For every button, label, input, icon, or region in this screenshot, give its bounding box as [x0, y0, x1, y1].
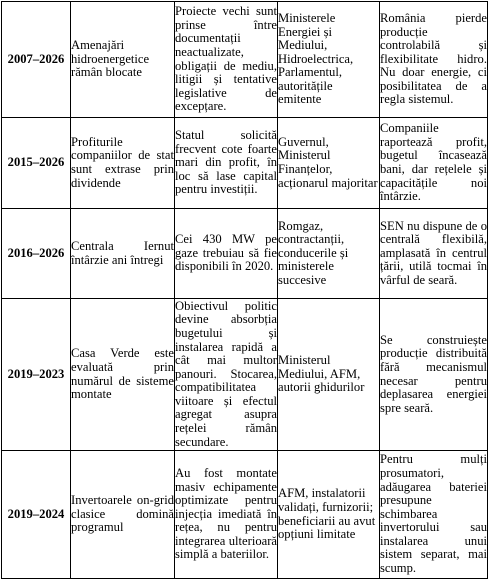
cause-cell	[175, 209, 278, 299]
issue-text: Centrala Iernut întârzie ani întregi	[71, 238, 174, 267]
issue-cell	[71, 209, 175, 299]
issue-text: Profiturile companiilor de stat sunt extrase prin dividende	[71, 134, 174, 190]
effect-cell	[380, 2, 488, 118]
issue-text: Invertoarele on-grid clasice domină programul	[71, 493, 174, 535]
effect-text: România pierde producție controlabilă și flexibilitate hidro. Nu doar energie, ci posibilitatea de a regla sistemul.	[380, 10, 487, 107]
cause-cell	[175, 451, 278, 579]
effect-text: Companiile raportează profit, bugetul încasează bani, dar rețelele și capacitățile noi întârzie.	[380, 121, 487, 204]
effect-cell	[380, 299, 488, 451]
effect-cell	[380, 451, 488, 579]
effect-cell	[380, 118, 488, 209]
table-row	[2, 118, 488, 209]
table-row	[2, 299, 488, 451]
period-cell: 2015–2026	[2, 118, 71, 209]
cause-cell	[175, 2, 278, 118]
issue-text: Amenajări hidroenergetice rămân blocate	[71, 38, 150, 80]
issue-cell	[71, 118, 175, 209]
actors-cell	[278, 451, 380, 579]
actors-cell	[278, 2, 380, 118]
issue-cell	[71, 299, 175, 451]
period-cell: 2019–2024	[2, 451, 71, 579]
actors-cell	[278, 118, 380, 209]
actors-text: Guvernul, Ministerul Finanțelor, acționarul majoritar	[278, 134, 378, 190]
period-cell: 2019–2023	[2, 299, 71, 451]
cause-cell	[175, 118, 278, 209]
period-cell: 2016–2026	[2, 209, 71, 299]
policy-table	[1, 1, 488, 579]
actors-text: AFM, instalatorii validați, furnizorii; beneficiarii au avut opțiuni limitate	[278, 486, 376, 542]
effect-text: Se construiește producție distribuită fără mecanismul necesar pentru deplasarea energiei spre seară.	[380, 332, 487, 415]
actors-text: Romgaz, contractanții, conducerile și ministerele succesive	[278, 218, 349, 287]
actors-text: Ministerul Mediului, AFM, autorii ghidurilor	[278, 353, 365, 395]
effect-text: SEN nu dispune de o centrală flexibilă, amplasată în centrul țării, utilă tocmai în vârful de seară.	[380, 218, 487, 287]
cause-text: Au fost montate masiv echipamente optimizate pentru injecția imediată în rețea, nu pentru integrarea ulterioară simplă a bateriilor.	[175, 465, 277, 562]
issue-cell	[71, 2, 175, 118]
actors-cell	[278, 209, 380, 299]
period-cell: 2007–2026	[2, 2, 71, 118]
issue-cell	[71, 451, 175, 579]
cause-cell	[175, 299, 278, 451]
effect-cell	[380, 209, 488, 299]
table-row	[2, 451, 488, 579]
effect-text: Pentru mulți prosumatori, adăugarea bateriei presupune schimbarea invertorului sau instalarea unui sistem separat, mai scump.	[380, 452, 487, 576]
issue-text: Casa Verde este evaluată prin numărul de sisteme montate	[71, 346, 174, 402]
table-row	[2, 209, 488, 299]
cause-text: Statul solicită frecvent cote foarte mari din profit, în loc să lase capital pentru investiții.	[175, 128, 277, 197]
cause-text: Obiectivul politic devine absorbția bugetului și instalarea rapidă a cât mai multor panouri. Stocarea, compatibilitatea viitoare și efectul agregat asupra rețelei rămân secundare.	[175, 298, 277, 449]
cause-text: Proiecte vechi sunt prinse între documentații neactualizate, obligații de mediu, litigii și tentative legislative de excepțare.	[175, 4, 277, 114]
actors-text: Ministerele Energiei și Mediului, Hidroelectrica, Parlamentul, autoritățile emitente	[278, 10, 354, 107]
table-row	[2, 2, 488, 118]
cause-text: Cei 430 MW pe gaze trebuiau să fie disponibili în 2020.	[175, 232, 277, 274]
actors-cell	[278, 299, 380, 451]
